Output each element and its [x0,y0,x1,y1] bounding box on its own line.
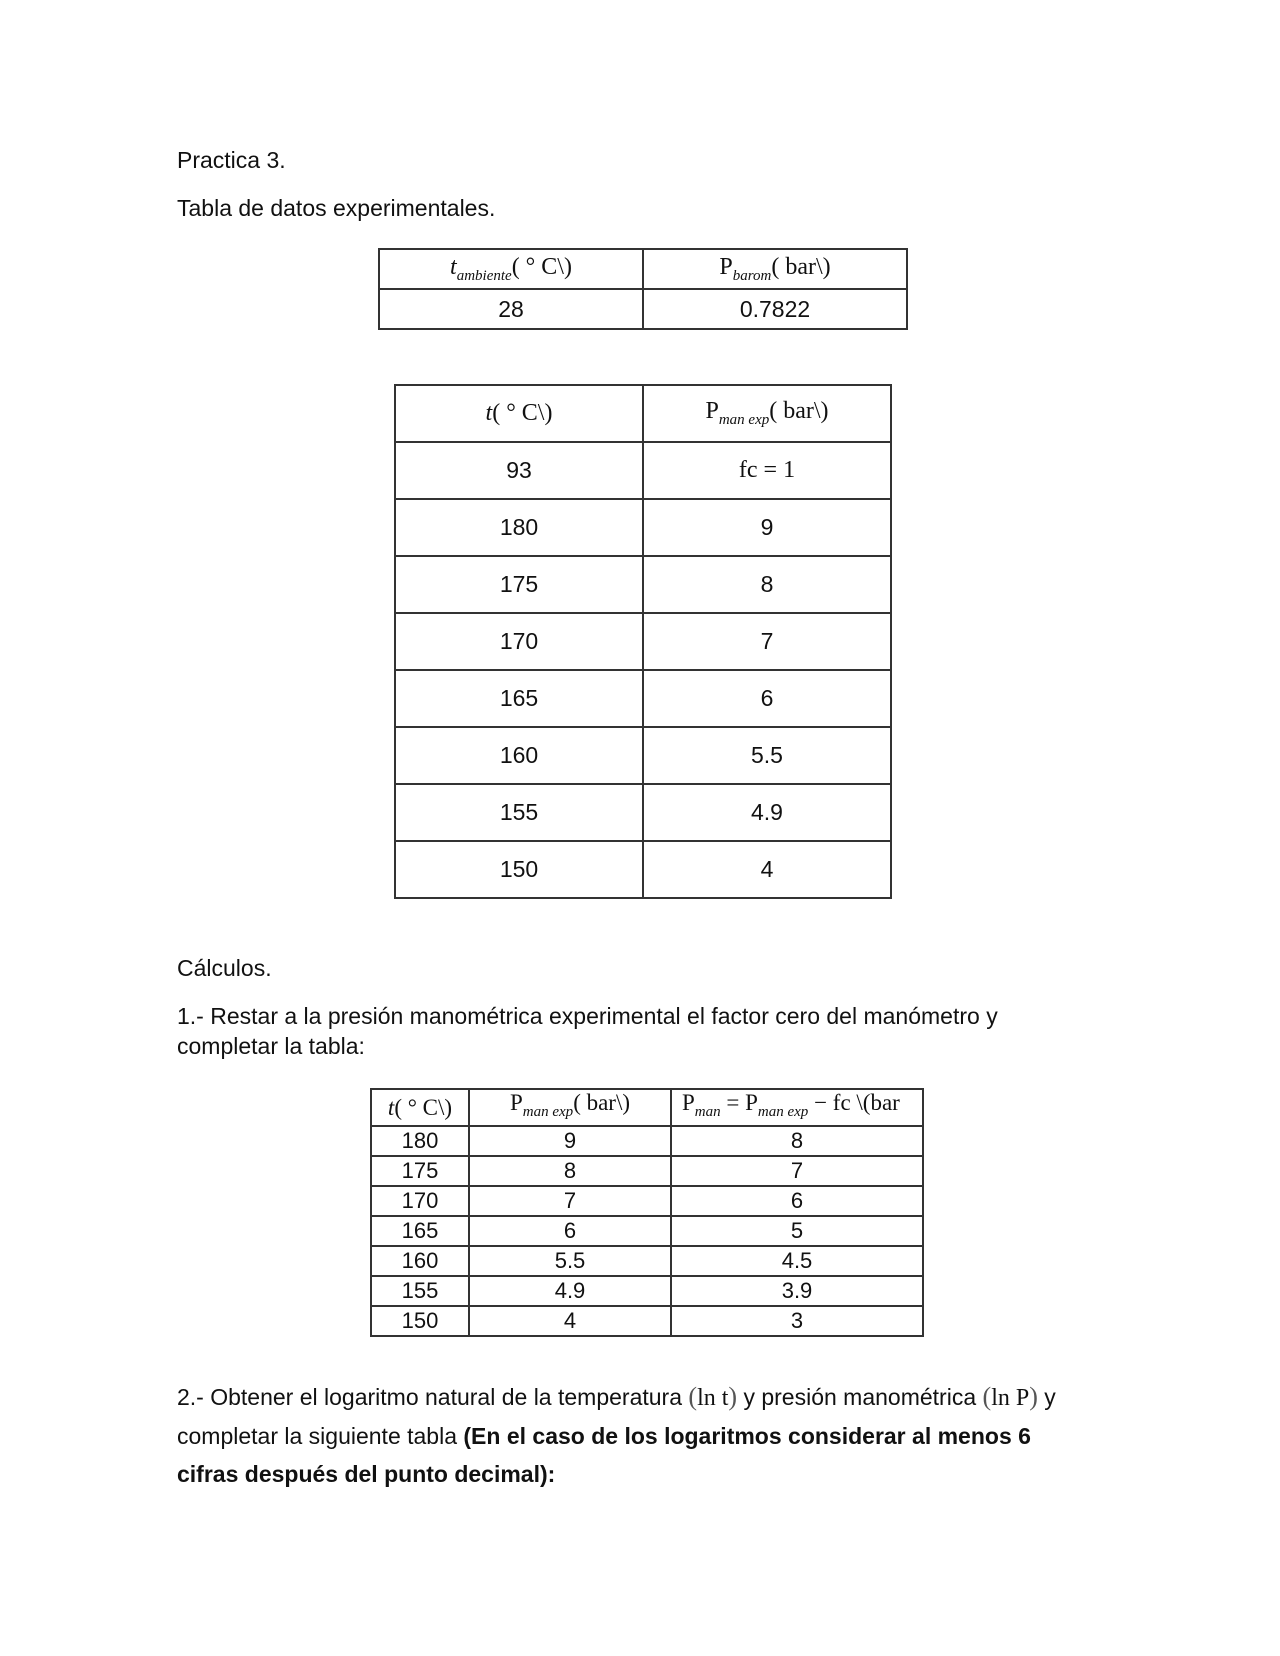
cell-temperature: 180 [395,499,643,556]
cell-temperature: 155 [371,1276,469,1306]
cell-pressure-corrected: 6 [671,1186,923,1216]
header-p-barom: $P_{barom}$( bar\) [643,249,907,289]
cell-temperature: 170 [395,613,643,670]
cell-pressure: 4.9 [643,784,891,841]
table-row [395,727,891,784]
cell-pressure-exp: 7 [469,1186,671,1216]
cell-pressure: 4 [643,841,891,898]
table-header-row [395,385,891,442]
header-temperature: t( ° C\) [371,1089,469,1126]
cell-temperature: 150 [371,1306,469,1336]
cell-pressure-exp: 4.9 [469,1276,671,1306]
table-row [395,556,891,613]
table-row [371,1216,923,1246]
table-caption: Tabla de datos experimentales. [177,195,496,221]
step-1-instructions: 1.- Restar a la presión manométrica experimental el factor cero del manómetro y completar la tabla: [177,1003,998,1059]
table-row [371,1246,923,1276]
cell-temperature: 160 [371,1246,469,1276]
cell-temperature: 165 [395,670,643,727]
page-heading: Practica 3. [177,147,286,173]
step-2-instructions: 2.- Obtener el logaritmo natural de la temperatura (ln t) y presión manométrica (ln P) y completar la siguiente tabla (En el caso de los logaritmos considerar al menos 6 cifras después del punto decimal): [177,1382,1056,1487]
cell-t-ambiente: 28 [379,289,643,329]
table-row [371,1126,923,1156]
cell-pressure-corrected: 8 [671,1126,923,1156]
cell-temperature: 155 [395,784,643,841]
cell-pressure-corrected: 4.5 [671,1246,923,1276]
ambient-conditions-table [378,248,908,330]
experimental-data-table [394,384,892,899]
cell-temperature: 165 [371,1216,469,1246]
cell-pressure: 6 [643,670,891,727]
cell-pressure-exp: 9 [469,1126,671,1156]
ln-t-expression: ln t [697,1385,729,1411]
table-header-row [379,249,907,289]
cell-temperature: 175 [395,556,643,613]
table-row [395,784,891,841]
cell-pressure-exp: 8 [469,1156,671,1186]
header-pressure-exp: $P_{man exp}$( bar\) [643,385,891,442]
ln-p-expression: ln P [991,1385,1030,1411]
table-header-row [371,1089,923,1126]
cell-pressure-exp: 5.5 [469,1246,671,1276]
cell-pressure-corrected: 5 [671,1216,923,1246]
cell-pressure: 9 [643,499,891,556]
cell-pressure-corrected: 7 [671,1156,923,1186]
table-row [371,1306,923,1336]
cell-zero-factor: fc = 1 [643,442,891,499]
cell-pressure-exp: 4 [469,1306,671,1336]
step-2-note: (En el caso de los logaritmos considerar al menos 6 cifras después del punto decimal): [177,1423,1031,1487]
cell-temperature: 160 [395,727,643,784]
cell-pressure-exp: 6 [469,1216,671,1246]
cell-temperature: 170 [371,1186,469,1216]
corrected-pressure-table [370,1088,924,1337]
cell-pressure: 5.5 [643,727,891,784]
cell-temperature: 180 [371,1126,469,1156]
cell-pressure: 7 [643,613,891,670]
cell-temperature: 175 [371,1156,469,1186]
header-pressure-exp: $P_{man exp}$( bar\) [469,1089,671,1126]
table-row [395,613,891,670]
cell-p-barom: 0.7822 [643,289,907,329]
table-row [395,670,891,727]
table-row [371,1186,923,1216]
cell-temperature: 93 [395,442,643,499]
table-row-zero-factor [395,442,891,499]
cell-pressure-corrected: 3 [671,1306,923,1336]
table-row [371,1156,923,1186]
table-row [395,841,891,898]
calculations-heading: Cálculos. [177,955,272,981]
cell-pressure: 8 [643,556,891,613]
table-row [371,1276,923,1306]
header-t-ambiente: $t_{ambiente}$( ° C\) [379,249,643,289]
table-row [395,499,891,556]
header-temperature: t( ° C\) [395,385,643,442]
header-pressure-corrected: $P_{man} = P_{man exp}$ − fc \(bar [671,1089,923,1126]
cell-pressure-corrected: 3.9 [671,1276,923,1306]
cell-temperature: 150 [395,841,643,898]
table-row [379,289,907,329]
